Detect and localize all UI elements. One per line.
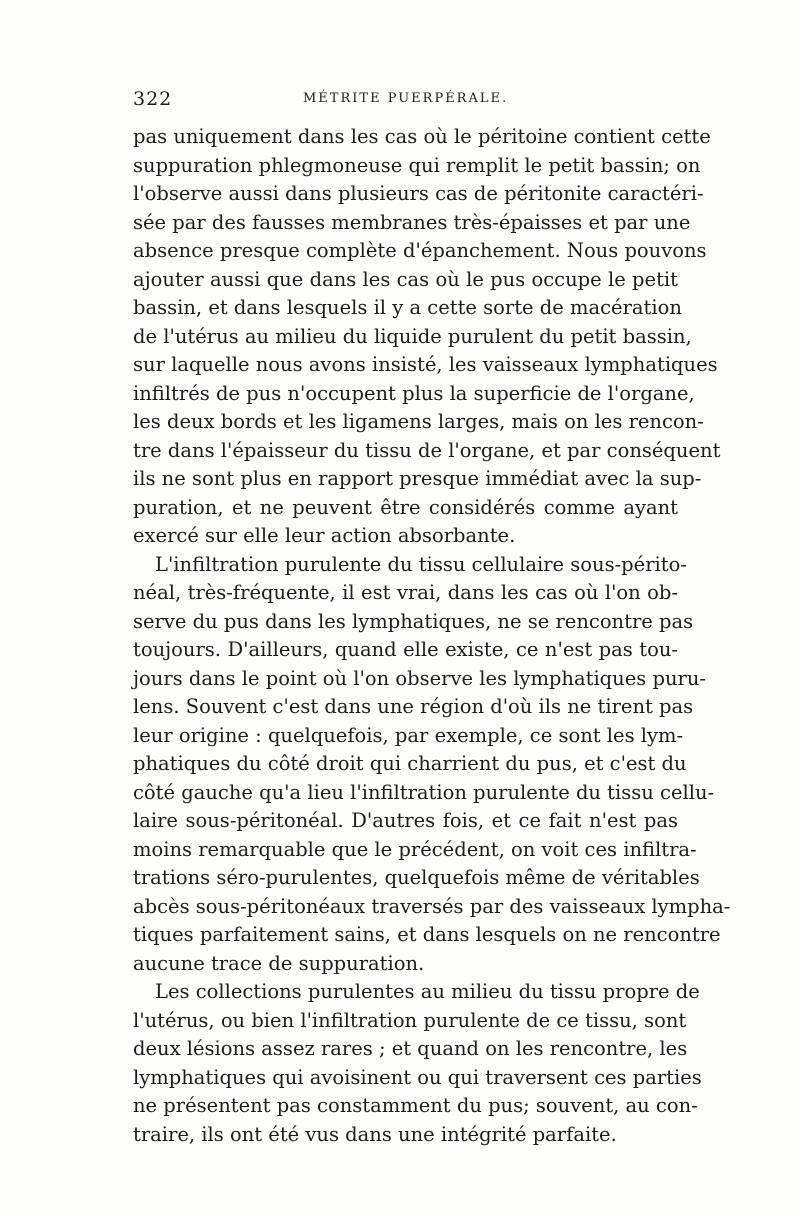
text-line: néal, très-fréquente, il est vrai, dans les cas où l'on ob-: [133, 581, 678, 604]
text-line: côté gauche qu'a lieu l'infiltration purulente du tissu cellu-: [133, 780, 715, 804]
running-title: MÉTRITE PUERPÉRALE.: [303, 91, 509, 106]
text-line: sur laquelle nous avons insisté, les vaisseaux lymphatiques: [133, 353, 718, 376]
text-line: phatiques du côté droit qui charrient du pus, et c'est du: [133, 752, 687, 775]
paragraph-2: [133, 551, 731, 979]
text-line: absence presque complète d'épanchement. Nous pouvons: [133, 239, 707, 262]
text-line: aucune trace de suppuration.: [133, 951, 425, 975]
text-line: lens. Souvent c'est dans une région d'où ils ne tirent pas: [133, 695, 694, 718]
text-line: L'infiltration purulente du tissu cellulaire sous-périto-: [155, 552, 687, 576]
text-line: lymphatiques qui avoisinent ou qui traversent ces parties: [133, 1065, 702, 1089]
text-line: deux lésions assez rares ; et quand on les rencontre, les: [133, 1037, 688, 1060]
paragraph-3: [133, 978, 702, 1149]
text-line: moins remarquable que le précédent, on voit ces infiltra-: [133, 837, 697, 861]
text-line: laire sous-péritonéal. D'autres fois, et ce fait n'est pas: [133, 809, 678, 832]
text-line: serve du pus dans les lymphatiques, ne se rencontre pas: [133, 609, 694, 633]
text-line: l'observe aussi dans plusieurs cas de péritonite caractéri-: [133, 182, 704, 205]
text-line: jours dans le point où l'on observe les lymphatiques puru-: [133, 666, 706, 690]
text-line: infiltrés de pus n'occupent plus la superficie de l'organe,: [133, 381, 695, 405]
text-line: puration, et ne peuvent être considérés comme ayant: [133, 495, 678, 519]
page-number: 322: [133, 88, 173, 110]
text-line: abcès sous-péritonéaux traversés par des vaisseaux lympha-: [133, 894, 731, 918]
text-line: ils ne sont plus en rapport presque immédiat avec la sup-: [133, 467, 702, 490]
text-line: les deux bords et les ligamens larges, mais on les rencon-: [133, 410, 704, 433]
text-line: toujours. D'ailleurs, quand elle existe, ce n'est pas tou-: [133, 638, 678, 661]
text-line: leur origine : quelquefois, par exemple, ce sont les lym-: [133, 723, 684, 747]
text-line: ne présentent pas constamment du pus; souvent, au con-: [133, 1094, 698, 1117]
body-text: [133, 123, 731, 1149]
text-line: traire, ils ont été vus dans une intégrité parfaite.: [133, 1122, 617, 1146]
text-line: l'utérus, ou bien l'infiltration purulente de ce tissu, sont: [133, 1008, 687, 1032]
text-line: suppuration phlegmoneuse qui remplit le petit bassin; on: [133, 153, 701, 177]
text-line: bassin, et dans lesquels il y a cette sorte de macération: [133, 296, 682, 319]
text-line: ajouter aussi que dans les cas où le pus occupe le petit: [133, 267, 678, 291]
text-line: pas uniquement dans les cas où le péritoine contient cette: [133, 125, 711, 148]
text-line: sée par des fausses membranes très-épaisses et par une: [133, 210, 691, 234]
paragraph-1: [133, 123, 721, 551]
text-line: tiques parfaitement sains, et dans lesquels on ne rencontre: [133, 923, 721, 946]
text-line: de l'utérus au milieu du liquide purulent du petit bassin,: [133, 324, 692, 348]
text-line: Les collections purulentes au milieu du tissu propre de: [155, 980, 700, 1003]
text-line: trations séro-purulentes, quelquefois même de véritables: [133, 866, 700, 889]
running-head: [133, 88, 678, 114]
text-line: tre dans l'épaisseur du tissu de l'organe, et par conséquent: [133, 438, 721, 462]
text-line: exercé sur elle leur action absorbante.: [133, 524, 516, 547]
